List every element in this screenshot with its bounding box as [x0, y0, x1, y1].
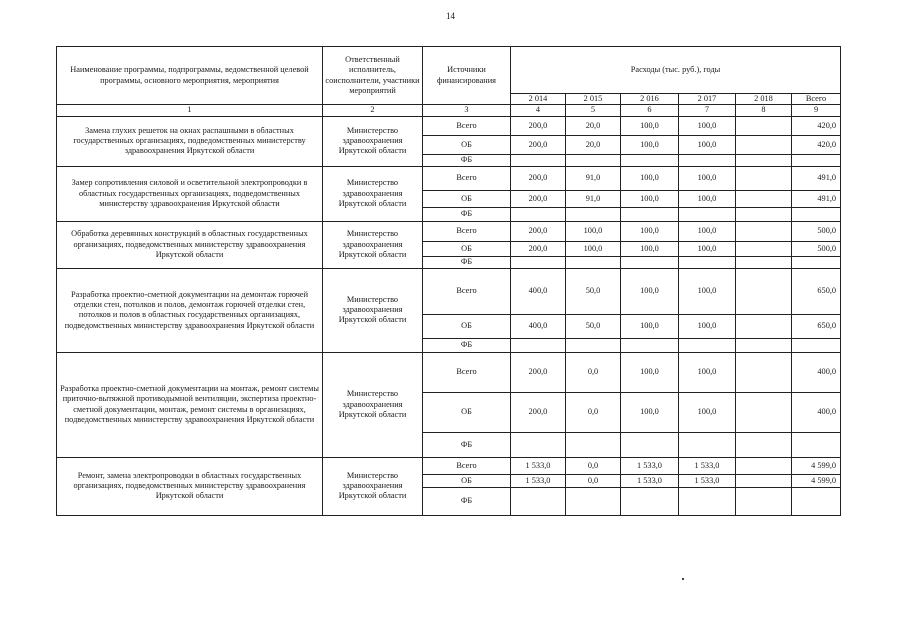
year-value-cell: 100,0	[621, 268, 679, 314]
year-value-cell: 200,0	[511, 221, 566, 241]
header-program-name: Наименование программы, подпрограммы, ведомственной целевой программы, основного мероприятия, мероприятия	[57, 47, 323, 105]
year-value-cell: 100,0	[679, 116, 736, 135]
year-value-cell	[511, 256, 566, 268]
year-value-cell	[679, 432, 736, 457]
year-value-cell	[621, 256, 679, 268]
total-cell: 491,0	[792, 190, 841, 207]
funding-source: ОБ	[423, 474, 511, 487]
measure-name: Замер сопротивления силовой и осветительной электропроводки в областных государственных организациях, подведомственных министерству здравоохранения Иркутской области	[57, 166, 323, 221]
funding-source: Всего	[423, 166, 511, 190]
measure-name: Ремонт, замена электропроводки в областных государственных организациях, подведомственных министерству здравоохранения Иркутской области	[57, 457, 323, 515]
year-value-cell	[736, 392, 792, 432]
year-value-cell	[736, 154, 792, 166]
year-value-cell: 1 533,0	[511, 474, 566, 487]
year-value-cell	[736, 352, 792, 392]
header-year: 2 015	[566, 94, 621, 105]
column-number: 2	[323, 105, 423, 116]
total-cell	[792, 154, 841, 166]
column-number: 3	[423, 105, 511, 116]
total-cell	[792, 207, 841, 221]
funding-source: ФБ	[423, 338, 511, 352]
header-year: 2 016	[621, 94, 679, 105]
year-value-cell	[511, 487, 566, 515]
year-value-cell	[679, 256, 736, 268]
year-value-cell: 100,0	[621, 166, 679, 190]
funding-source: ФБ	[423, 154, 511, 166]
year-value-cell: 20,0	[566, 116, 621, 135]
year-value-cell: 0,0	[566, 474, 621, 487]
funding-source: Всего	[423, 221, 511, 241]
header-year: 2 014	[511, 94, 566, 105]
executor: Министерство здравоохранения Иркутской области	[323, 352, 423, 457]
total-cell	[792, 338, 841, 352]
table-row	[57, 221, 841, 241]
year-value-cell	[566, 154, 621, 166]
total-cell: 420,0	[792, 135, 841, 154]
year-value-cell: 100,0	[621, 135, 679, 154]
year-value-cell: 100,0	[621, 392, 679, 432]
year-value-cell	[511, 338, 566, 352]
column-number: 5	[566, 105, 621, 116]
year-value-cell	[736, 207, 792, 221]
expenses-table	[56, 46, 841, 516]
year-value-cell	[679, 207, 736, 221]
year-value-cell	[621, 207, 679, 221]
year-value-cell	[566, 338, 621, 352]
header-total: Всего	[792, 94, 841, 105]
measure-name: Замена глухих решеток на окнах распашными в областных государственных организациях, подведомственных министерству здравоохранения Иркутской области	[57, 116, 323, 166]
year-value-cell	[621, 338, 679, 352]
funding-source: ОБ	[423, 392, 511, 432]
year-value-cell: 100,0	[679, 190, 736, 207]
year-value-cell: 100,0	[679, 221, 736, 241]
column-number: 4	[511, 105, 566, 116]
year-value-cell	[736, 221, 792, 241]
year-value-cell: 400,0	[511, 314, 566, 338]
total-cell: 500,0	[792, 221, 841, 241]
year-value-cell: 100,0	[679, 352, 736, 392]
year-value-cell	[566, 432, 621, 457]
year-value-cell: 1 533,0	[621, 474, 679, 487]
year-value-cell: 100,0	[621, 190, 679, 207]
total-cell	[792, 487, 841, 515]
year-value-cell: 200,0	[511, 116, 566, 135]
year-value-cell: 100,0	[621, 314, 679, 338]
funding-source: ФБ	[423, 207, 511, 221]
funding-source: ОБ	[423, 241, 511, 256]
year-value-cell	[736, 338, 792, 352]
year-value-cell	[736, 190, 792, 207]
column-number: 8	[736, 105, 792, 116]
year-value-cell	[511, 432, 566, 457]
executor: Министерство здравоохранения Иркутской области	[323, 116, 423, 166]
year-value-cell: 0,0	[566, 392, 621, 432]
year-value-cell: 100,0	[566, 241, 621, 256]
total-cell: 4 599,0	[792, 457, 841, 474]
year-value-cell: 100,0	[621, 352, 679, 392]
year-value-cell	[736, 116, 792, 135]
year-value-cell: 1 533,0	[679, 457, 736, 474]
column-numbers-row	[57, 105, 841, 116]
year-value-cell: 100,0	[566, 221, 621, 241]
year-value-cell: 91,0	[566, 166, 621, 190]
total-cell: 400,0	[792, 392, 841, 432]
year-value-cell	[736, 135, 792, 154]
year-value-cell: 20,0	[566, 135, 621, 154]
total-cell	[792, 432, 841, 457]
column-number: 6	[621, 105, 679, 116]
year-value-cell: 400,0	[511, 268, 566, 314]
year-value-cell: 200,0	[511, 352, 566, 392]
page-number: 14	[446, 11, 455, 21]
header-year: 2 018	[736, 94, 792, 105]
year-value-cell: 100,0	[621, 116, 679, 135]
year-value-cell	[736, 474, 792, 487]
year-value-cell: 100,0	[679, 314, 736, 338]
year-value-cell	[736, 256, 792, 268]
funding-source: ОБ	[423, 314, 511, 338]
funding-source: Всего	[423, 116, 511, 135]
funding-source: Всего	[423, 352, 511, 392]
scan-speck	[682, 578, 684, 580]
funding-source: ФБ	[423, 487, 511, 515]
measure-name: Обработка деревянных конструкций в областных государственных организациях, подведомственных министерству здравоохранения Иркутской области	[57, 221, 323, 268]
year-value-cell	[511, 207, 566, 221]
measure-name: Разработка проектно-сметной документации на демонтаж горючей отделки стен, потолков и полов, демонтаж горючей отделки стен, потолков и полов в областных государственных организациях, подведомственных министерству здравоохранения Иркутской области	[57, 268, 323, 352]
year-value-cell: 200,0	[511, 241, 566, 256]
year-value-cell: 100,0	[621, 221, 679, 241]
table-row	[57, 457, 841, 474]
year-value-cell: 1 533,0	[621, 457, 679, 474]
total-cell: 500,0	[792, 241, 841, 256]
year-value-cell	[621, 154, 679, 166]
year-value-cell: 0,0	[566, 352, 621, 392]
year-value-cell: 0,0	[566, 457, 621, 474]
header-year: 2 017	[679, 94, 736, 105]
total-cell	[792, 256, 841, 268]
total-cell: 650,0	[792, 268, 841, 314]
header-expenses: Расходы (тыс. руб.), годы	[511, 47, 841, 94]
header-funding-source: Источники финансирования	[423, 47, 511, 105]
funding-source: Всего	[423, 268, 511, 314]
year-value-cell: 100,0	[679, 166, 736, 190]
total-cell: 650,0	[792, 314, 841, 338]
year-value-cell	[736, 241, 792, 256]
year-value-cell: 1 533,0	[511, 457, 566, 474]
column-number: 9	[792, 105, 841, 116]
funding-source: ФБ	[423, 256, 511, 268]
year-value-cell	[736, 314, 792, 338]
year-value-cell: 100,0	[679, 241, 736, 256]
total-cell: 491,0	[792, 166, 841, 190]
year-value-cell	[621, 487, 679, 515]
executor: Министерство здравоохранения Иркутской области	[323, 457, 423, 515]
year-value-cell: 91,0	[566, 190, 621, 207]
funding-source: ФБ	[423, 432, 511, 457]
year-value-cell	[736, 166, 792, 190]
column-number: 1	[57, 105, 323, 116]
year-value-cell: 200,0	[511, 392, 566, 432]
year-value-cell	[566, 207, 621, 221]
year-value-cell	[621, 432, 679, 457]
year-value-cell	[679, 487, 736, 515]
year-value-cell	[511, 154, 566, 166]
funding-source: ОБ	[423, 190, 511, 207]
year-value-cell: 50,0	[566, 268, 621, 314]
year-value-cell: 100,0	[679, 268, 736, 314]
year-value-cell	[736, 457, 792, 474]
year-value-cell	[736, 268, 792, 314]
table-row	[57, 166, 841, 190]
year-value-cell	[566, 487, 621, 515]
executor: Министерство здравоохранения Иркутской области	[323, 166, 423, 221]
column-number: 7	[679, 105, 736, 116]
year-value-cell	[679, 154, 736, 166]
year-value-cell	[566, 256, 621, 268]
table-row	[57, 268, 841, 314]
measure-name: Разработка проектно-сметной документации на монтаж, ремонт системы приточно-вытяжной противодымной вентиляции, экспертиза проектно-сметной документации, монтаж, ремонт системы в организациях, подведомственных министерству здравоохранения Иркутской области	[57, 352, 323, 457]
year-value-cell: 100,0	[621, 241, 679, 256]
table-row	[57, 116, 841, 135]
funding-source: ОБ	[423, 135, 511, 154]
year-value-cell: 1 533,0	[679, 474, 736, 487]
year-value-cell: 50,0	[566, 314, 621, 338]
total-cell: 4 599,0	[792, 474, 841, 487]
year-value-cell: 200,0	[511, 190, 566, 207]
executor: Министерство здравоохранения Иркутской области	[323, 268, 423, 352]
total-cell: 420,0	[792, 116, 841, 135]
year-value-cell: 200,0	[511, 166, 566, 190]
year-value-cell	[736, 432, 792, 457]
year-value-cell: 100,0	[679, 392, 736, 432]
year-value-cell: 200,0	[511, 135, 566, 154]
year-value-cell	[736, 487, 792, 515]
table-row	[57, 352, 841, 392]
header-executor: Ответственный исполнитель, соисполнители, участники мероприятий	[323, 47, 423, 105]
year-value-cell: 100,0	[679, 135, 736, 154]
year-value-cell	[679, 338, 736, 352]
total-cell: 400,0	[792, 352, 841, 392]
executor: Министерство здравоохранения Иркутской области	[323, 221, 423, 268]
funding-source: Всего	[423, 457, 511, 474]
